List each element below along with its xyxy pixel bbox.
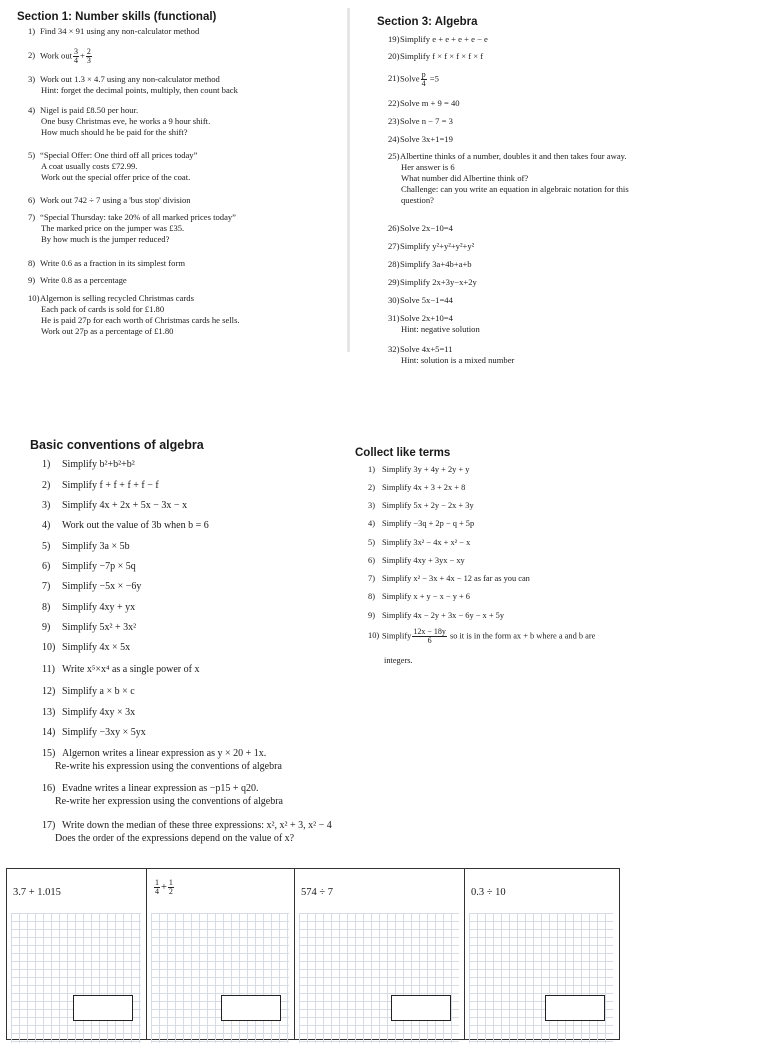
question-text: Simplify y²+y²+y²+y² bbox=[400, 241, 475, 251]
question-subline: Re-write her expression using the conventions of algebra bbox=[55, 796, 283, 807]
question-line bbox=[388, 241, 474, 252]
fraction-denominator: 4 bbox=[74, 56, 79, 65]
question-line bbox=[42, 560, 136, 573]
question-number: 8) bbox=[368, 592, 375, 601]
question-text: Simplify 4x + 3 + 2x + 8 bbox=[382, 483, 466, 492]
section3-title: Section 3: Algebra bbox=[377, 16, 478, 28]
question-line bbox=[42, 782, 283, 795]
question-number: 23) bbox=[388, 116, 400, 126]
question-text: Simplify −7p × 5q bbox=[62, 561, 136, 572]
question-number: 8) bbox=[42, 602, 51, 613]
question-text: Find 34 × 91 using any non-calculator method bbox=[40, 26, 200, 36]
question-subline: integers. bbox=[384, 656, 413, 665]
question-subline: How much should he be paid for the shift? bbox=[41, 127, 188, 137]
question-number: 15) bbox=[42, 748, 56, 759]
question-subline: The marked price on the jumper was £35. bbox=[41, 223, 185, 233]
section1-title: Section 1: Number skills (functional) bbox=[17, 11, 217, 23]
question-line bbox=[42, 726, 146, 739]
question-text: Solve m + 9 = 40 bbox=[400, 98, 460, 108]
question-number: 6) bbox=[368, 556, 375, 565]
section1-question bbox=[28, 293, 240, 337]
plus-sign: + bbox=[161, 881, 167, 893]
question-line bbox=[368, 500, 474, 511]
question-line bbox=[388, 34, 488, 45]
basic-question bbox=[42, 540, 130, 553]
question-number: 5) bbox=[42, 541, 51, 552]
question-text: Simplify bbox=[382, 631, 412, 641]
panel-expression: 574 ÷ 7 bbox=[301, 887, 334, 898]
section3-question bbox=[388, 241, 474, 252]
section1-question bbox=[28, 26, 199, 37]
fraction-denominator: 4 bbox=[421, 79, 426, 88]
question-text: Solve 2x−10=4 bbox=[400, 223, 453, 233]
basic-question bbox=[42, 601, 135, 614]
fraction-denominator: 3 bbox=[86, 56, 91, 65]
question-number: 26) bbox=[388, 223, 400, 233]
question-number: 5) bbox=[28, 150, 36, 160]
section3-question bbox=[388, 295, 453, 306]
question-line bbox=[42, 519, 209, 532]
question-number: 6) bbox=[28, 195, 36, 205]
question-line bbox=[368, 464, 469, 475]
question-number: 2) bbox=[42, 480, 51, 491]
question-text: Simplify 5x + 2y − 2x + 3y bbox=[382, 501, 474, 510]
question-text: Solve 3x+1=19 bbox=[400, 134, 453, 144]
basic-question bbox=[42, 621, 136, 634]
section3-question bbox=[388, 71, 439, 88]
fraction bbox=[412, 628, 447, 645]
question-line bbox=[368, 573, 530, 584]
question-subline: What number did Albertine think of? bbox=[401, 173, 529, 183]
section1-question bbox=[28, 258, 185, 269]
answer-box[interactable] bbox=[545, 995, 605, 1021]
question-number: 30) bbox=[388, 295, 400, 305]
question-text: Simplify 3a × 5b bbox=[62, 541, 130, 552]
question-number: 2) bbox=[28, 50, 36, 61]
question-number: 29) bbox=[388, 277, 400, 287]
question-text: Work out bbox=[40, 50, 73, 61]
question-text: Simplify 4x + 2x + 5x − 3x − x bbox=[62, 500, 188, 511]
question-number: 17) bbox=[42, 820, 56, 831]
question-text: Simplify 4x × 5x bbox=[62, 642, 131, 653]
question-subline: By how much is the jumper reduced? bbox=[41, 234, 170, 244]
question-text: Simplify 5x² + 3x² bbox=[62, 622, 137, 633]
question-number: 9) bbox=[42, 622, 51, 633]
basic-question bbox=[42, 458, 135, 471]
question-line bbox=[388, 151, 629, 162]
question-line bbox=[388, 71, 439, 88]
question-text: Write down the median of these three expressions: x², x² + 3, x² − 4 bbox=[62, 820, 332, 831]
question-line bbox=[42, 458, 135, 471]
collect-question bbox=[368, 464, 469, 475]
question-text: Write 0.6 as a fraction in its simplest form bbox=[40, 258, 185, 268]
fraction-denominator: 2 bbox=[168, 887, 173, 896]
basic-conventions-title: Basic conventions of algebra bbox=[30, 438, 204, 452]
question-line bbox=[42, 499, 187, 512]
collect-question bbox=[368, 591, 470, 602]
collect-question bbox=[368, 537, 470, 548]
question-line bbox=[42, 685, 135, 698]
question-text: Algernon writes a linear expression as y × 20 + 1x. bbox=[62, 748, 267, 759]
question-line bbox=[28, 275, 127, 286]
section3-question bbox=[388, 151, 629, 206]
question-number: 32) bbox=[388, 344, 400, 354]
column-divider bbox=[347, 8, 350, 352]
question-subline: Each pack of cards is sold for £1.80 bbox=[41, 304, 165, 314]
question-subline: He is paid 27p for each worth of Christmas cards he sells. bbox=[41, 315, 240, 325]
question-text: “Special Offer: One third off all prices today” bbox=[40, 150, 198, 160]
question-text: Simplify 3y + 4y + 2y + y bbox=[382, 465, 470, 474]
question-line bbox=[28, 105, 210, 116]
panel-expression: 3.7 + 1.015 bbox=[13, 887, 61, 898]
section3-question bbox=[388, 344, 514, 366]
question-text: Simplify a × b × c bbox=[62, 686, 135, 697]
basic-question bbox=[42, 782, 283, 808]
question-text-tail: so it is in the form ax + b where a and b are bbox=[447, 631, 596, 641]
question-number: 7) bbox=[42, 581, 51, 592]
collect-like-terms-title: Collect like terms bbox=[355, 447, 451, 459]
question-number: 28) bbox=[388, 259, 400, 269]
collect-question bbox=[368, 628, 595, 666]
section3-question bbox=[388, 134, 453, 145]
fraction bbox=[421, 71, 427, 88]
question-subline: A coat usually costs £72.99. bbox=[41, 161, 138, 171]
question-text-tail: =5 bbox=[427, 73, 439, 84]
question-line bbox=[42, 819, 332, 832]
working-panel bbox=[294, 868, 466, 1040]
fraction-numerator: 1 bbox=[155, 878, 159, 887]
question-text: Write 0.8 as a percentage bbox=[40, 275, 127, 285]
question-number: 31) bbox=[388, 313, 400, 323]
section3-question bbox=[388, 313, 480, 335]
question-line bbox=[388, 259, 472, 270]
question-text: Simplify 4xy × 3x bbox=[62, 707, 136, 718]
question-number: 9) bbox=[28, 275, 36, 285]
section1-question bbox=[28, 275, 127, 286]
fraction bbox=[73, 48, 79, 65]
fraction bbox=[154, 879, 160, 896]
question-text: Solve bbox=[400, 73, 420, 84]
answer-box[interactable] bbox=[73, 995, 133, 1021]
question-text: Solve 5x−1=44 bbox=[400, 295, 453, 305]
collect-question bbox=[368, 573, 530, 584]
question-text: Simplify −5x × −6y bbox=[62, 581, 142, 592]
question-text: Work out 1.3 × 4.7 using any non-calculator method bbox=[40, 74, 220, 84]
basic-question bbox=[42, 580, 141, 593]
working-panel bbox=[464, 868, 620, 1040]
question-text: Simplify f + f + f + f − f bbox=[62, 480, 159, 491]
question-number: 22) bbox=[388, 98, 400, 108]
collect-question bbox=[368, 482, 465, 493]
question-text: Simplify x² − 3x + 4x − 12 as far as you can bbox=[382, 574, 530, 583]
question-line bbox=[42, 706, 135, 719]
fraction-numerator: p bbox=[421, 70, 426, 79]
fraction-numerator: 2 bbox=[86, 47, 91, 56]
question-text: Simplify b²+b²+b² bbox=[62, 459, 135, 470]
question-text: Algernon is selling recycled Christmas cards bbox=[40, 293, 194, 303]
fraction-numerator: 3 bbox=[74, 47, 79, 56]
question-text: Nigel is paid £8.50 per hour. bbox=[40, 105, 139, 115]
question-number: 9) bbox=[368, 611, 375, 620]
working-panel bbox=[146, 868, 296, 1040]
question-number: 10) bbox=[28, 293, 40, 303]
section1-question bbox=[28, 74, 238, 96]
question-line bbox=[388, 116, 453, 127]
question-text: Simplify 4x − 2y + 3x − 6y − x + 5y bbox=[382, 611, 505, 620]
question-line bbox=[28, 74, 238, 85]
basic-question bbox=[42, 560, 136, 573]
question-line bbox=[42, 540, 130, 553]
plus-sign: + bbox=[80, 50, 85, 61]
question-line bbox=[368, 518, 474, 529]
basic-question bbox=[42, 663, 199, 676]
question-text: Simplify 4xy + 3yx − xy bbox=[382, 556, 465, 565]
question-text: Simplify −3q + 2p − q + 5p bbox=[382, 519, 475, 528]
fraction-numerator: 12x − 18y bbox=[413, 627, 446, 636]
question-number: 13) bbox=[42, 707, 56, 718]
question-line bbox=[388, 313, 480, 324]
question-subline: Re-write his expression using the conventions of algebra bbox=[55, 761, 282, 772]
question-text: Solve n − 7 = 3 bbox=[400, 116, 453, 126]
question-line bbox=[388, 344, 514, 355]
section1-question bbox=[28, 48, 93, 65]
question-text: Simplify 3x² − 4x + x² − x bbox=[382, 538, 471, 547]
question-number: 1) bbox=[28, 26, 36, 36]
question-line bbox=[28, 150, 197, 161]
question-number: 14) bbox=[42, 727, 56, 738]
question-line bbox=[28, 212, 236, 223]
section3-question bbox=[388, 259, 472, 270]
question-number: 6) bbox=[42, 561, 51, 572]
question-number: 1) bbox=[368, 465, 375, 474]
section1-question bbox=[28, 150, 197, 183]
question-line bbox=[42, 580, 141, 593]
fraction bbox=[86, 48, 92, 65]
question-line bbox=[368, 628, 595, 645]
fraction-denominator: 4 bbox=[155, 887, 159, 896]
panel-expression bbox=[153, 879, 175, 896]
question-subline: Work out the special offer price of the coat. bbox=[41, 172, 191, 182]
question-number: 8) bbox=[28, 258, 36, 268]
question-line bbox=[368, 537, 470, 548]
basic-question bbox=[42, 819, 332, 845]
section3-question bbox=[388, 34, 488, 45]
question-line bbox=[388, 98, 460, 109]
question-number: 5) bbox=[368, 538, 375, 547]
question-text: Evadne writes a linear expression as −p15 + q20. bbox=[62, 783, 259, 794]
basic-question bbox=[42, 479, 159, 492]
question-line bbox=[388, 295, 453, 306]
basic-question bbox=[42, 706, 135, 719]
question-line bbox=[368, 555, 465, 566]
question-subline: Hint: forget the decimal points, multiply, then count back bbox=[41, 85, 238, 95]
question-line bbox=[368, 610, 504, 621]
question-number: 3) bbox=[42, 500, 51, 511]
question-number: 2) bbox=[368, 483, 375, 492]
question-subline: question? bbox=[401, 195, 434, 205]
question-line bbox=[388, 223, 453, 234]
section3-question bbox=[388, 223, 453, 234]
question-number: 12) bbox=[42, 686, 56, 697]
question-number: 7) bbox=[368, 574, 375, 583]
question-text: Simplify x + y − x − y + 6 bbox=[382, 592, 470, 601]
fraction bbox=[168, 879, 174, 896]
section3-question bbox=[388, 277, 477, 288]
question-line bbox=[42, 601, 135, 614]
question-line bbox=[28, 258, 185, 269]
question-subline: Her answer is 6 bbox=[401, 162, 455, 172]
question-number: 20) bbox=[388, 51, 400, 61]
basic-question bbox=[42, 685, 135, 698]
question-number: 10) bbox=[42, 642, 56, 653]
question-subline: Challenge: can you write an equation in algebraic notation for this bbox=[401, 184, 629, 194]
question-text: Simplify e + e + e + e − e bbox=[400, 34, 488, 44]
question-number: 7) bbox=[28, 212, 36, 222]
question-text: Work out the value of 3b when b = 6 bbox=[62, 520, 209, 531]
question-subline: Work out 27p as a percentage of £1.80 bbox=[41, 326, 174, 336]
question-subline: Hint: negative solution bbox=[401, 324, 480, 334]
section1-question bbox=[28, 195, 191, 206]
question-number: 27) bbox=[388, 241, 400, 251]
question-line bbox=[388, 134, 453, 145]
question-text: Simplify f × f × f × f × f bbox=[400, 51, 484, 61]
basic-question bbox=[42, 519, 209, 532]
collect-question bbox=[368, 500, 474, 511]
collect-question bbox=[368, 610, 504, 621]
panel-expression: 0.3 ÷ 10 bbox=[471, 887, 506, 898]
question-text: Simplify −3xy × 5yx bbox=[62, 727, 146, 738]
question-number: 19) bbox=[388, 34, 400, 44]
working-panel bbox=[6, 868, 148, 1040]
question-line bbox=[28, 195, 191, 206]
question-number: 21) bbox=[388, 73, 400, 84]
question-subline: Hint: solution is a mixed number bbox=[401, 355, 515, 365]
question-number: 3) bbox=[368, 501, 375, 510]
question-text: Simplify 2x+3y−x+2y bbox=[400, 277, 477, 287]
section3-question bbox=[388, 98, 460, 109]
question-number: 25) bbox=[388, 151, 400, 161]
fraction-denominator: 6 bbox=[427, 636, 432, 645]
answer-box[interactable] bbox=[221, 995, 281, 1021]
question-number: 4) bbox=[368, 519, 375, 528]
question-line bbox=[42, 621, 136, 634]
question-line bbox=[42, 479, 159, 492]
collect-question bbox=[368, 518, 474, 529]
question-line bbox=[368, 482, 465, 493]
answer-box[interactable] bbox=[391, 995, 451, 1021]
question-subline: Does the order of the expressions depend on the value of x? bbox=[55, 833, 295, 844]
basic-question bbox=[42, 499, 187, 512]
question-text: Solve 2x+10=4 bbox=[400, 313, 453, 323]
question-line bbox=[388, 51, 483, 62]
basic-question bbox=[42, 641, 130, 654]
question-text: Write x⁵×x⁴ as a single power of x bbox=[62, 664, 200, 675]
question-number: 11) bbox=[42, 664, 55, 675]
basic-question bbox=[42, 747, 282, 773]
question-line bbox=[368, 591, 470, 602]
section1-question bbox=[28, 105, 210, 138]
question-subline: One busy Christmas eve, he works a 9 hour shift. bbox=[41, 116, 211, 126]
question-text: Albertine thinks of a number, doubles it and then takes four away. bbox=[400, 151, 627, 161]
basic-question bbox=[42, 726, 146, 739]
question-line bbox=[42, 663, 199, 676]
question-line bbox=[28, 293, 240, 304]
section1-question bbox=[28, 212, 236, 245]
section3-question bbox=[388, 116, 453, 127]
question-text: Simplify 3a+4b+a+b bbox=[400, 259, 472, 269]
collect-question bbox=[368, 555, 465, 566]
section3-question bbox=[388, 51, 483, 62]
question-number: 4) bbox=[28, 105, 36, 115]
question-text: Solve 4x+5=11 bbox=[400, 344, 453, 354]
question-line bbox=[42, 747, 282, 760]
question-number: 24) bbox=[388, 134, 400, 144]
question-number: 3) bbox=[28, 74, 36, 84]
question-line bbox=[28, 26, 199, 37]
question-line bbox=[388, 277, 477, 288]
question-number: 1) bbox=[42, 459, 51, 470]
question-text: “Special Thursday: take 20% of all marked prices today” bbox=[40, 212, 236, 222]
fraction-numerator: 1 bbox=[168, 878, 173, 887]
question-number: 10) bbox=[368, 631, 380, 641]
question-text: Simplify 4xy + yx bbox=[62, 602, 136, 613]
question-line bbox=[42, 641, 130, 654]
question-number: 16) bbox=[42, 783, 56, 794]
question-text: Work out 742 ÷ 7 using a 'bus stop' division bbox=[40, 195, 191, 205]
question-line bbox=[28, 48, 93, 65]
question-number: 4) bbox=[42, 520, 51, 531]
